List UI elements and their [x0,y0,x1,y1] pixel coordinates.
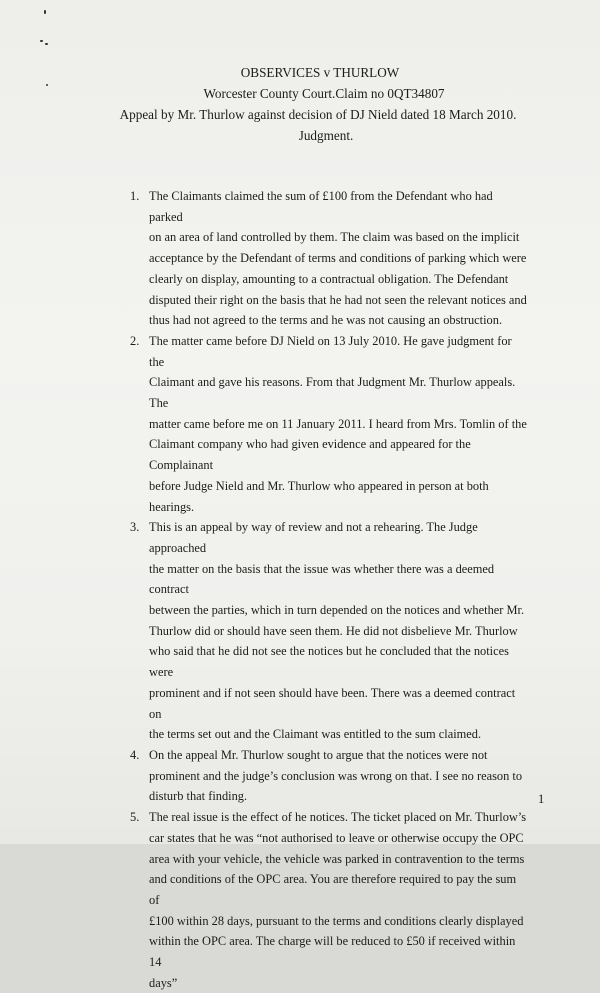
paragraph-line: who said that he did not see the notices but he concluded that the notices were [149,644,509,680]
appeal-line: Appeal by Mr. Thurlow against decision of DJ Nield dated 18 March 2010. [119,107,517,122]
scan-speck [40,40,43,42]
paragraph-line: on an area of land controlled by them. The claim was based on the implicit [149,230,520,245]
paragraph-line: the matter on the basis that the issue was whether there was a deemed contract [149,561,495,597]
paragraph-line: matter came before me on 11 January 2011. I heard from Mrs. Tomlin of the [149,416,527,431]
paragraph-line: thus had not agreed to the terms and he was not causing an obstruction. [149,313,503,328]
paragraph-line: before Judge Nield and Mr. Thurlow who appeared in person at both hearings. [149,478,489,514]
paragraph-line: area with your vehicle, the vehicle was parked in contravention to the terms [149,851,525,866]
scan-speck [45,43,48,45]
paragraph-line: The Claimants claimed the sum of £100 from the Defendant who had parked [149,189,493,224]
paragraph-line: Claimant and gave his reasons. From that Judgment Mr. Thurlow appeals. The [149,375,516,411]
paragraph-line: clearly on display, amounting to a contractual obligation. The Defendant [149,271,509,286]
paragraph-line: This is an appeal by way of review and not a rehearing. The Judge approached [149,520,478,555]
paragraph-number: 2. [130,333,140,348]
paragraph-line: Claimant company who had given evidence and appeared for the Complainant [149,437,471,473]
paragraph-number: 3. [130,520,140,535]
paragraph-line: and conditions of the OPC area. You are therefore required to pay the sum of [149,872,517,907]
judgment-paragraph [118,186,528,331]
judgment-paragraph [118,807,528,993]
paragraph-line: The matter came before DJ Nield on 13 July 2010. He gave judgment for the [149,333,512,369]
paragraph-number: 4. [130,747,140,762]
paragraph-line: between the parties, which in turn depended on the notices and whether Mr. [149,603,525,618]
paragraph-line: Thurlow did or should have seen them. He did not disbelieve Mr. Thurlow [149,623,518,638]
paragraph-number: 1. [130,189,140,203]
paragraph-line: prominent and if not seen should have been. There was a deemed contract on [149,685,516,721]
scan-speck [44,10,46,14]
document-header [0,62,600,146]
judgment-paragraph [118,517,528,745]
paragraph-line: the terms set out and the Claimant was entitled to the sum claimed. [149,727,482,742]
case-title: OBSERVICES v THURLOW [240,65,400,80]
judgment-paragraphs [118,186,528,993]
page-number: 1 [538,792,545,806]
paragraph-line: days” [149,975,178,990]
paragraph-line: car states that he was “not authorised to leave or otherwise occupy the OPC [149,830,524,845]
paragraph-line: disputed their right on the basis that he had not seen the relevant notices and [149,292,527,307]
paragraph-line: The real issue is the effect of he notices. The ticket placed on Mr. Thurlow’s [149,810,527,825]
paragraph-line: prominent and the judge’s conclusion was wrong on that. I see no reason to [149,768,523,783]
paragraph-line: acceptance by the Defendant of terms and conditions of parking which were [149,251,527,266]
paragraph-number: 5. [130,810,140,825]
judgment-paragraph [118,331,528,517]
judgment-heading: Judgment. [298,128,354,143]
paragraph-line: £100 within 28 days, pursuant to the terms and conditions clearly displayed [149,913,524,928]
paragraph-line: disturb that finding. [149,789,248,804]
court-claim-line: Worcester County Court.Claim no 0QT34807 [203,86,445,101]
paragraph-line: within the OPC area. The charge will be reduced to £50 if received within 14 [149,934,516,970]
judgment-paragraph [118,745,528,807]
paragraph-line: On the appeal Mr. Thurlow sought to argue that the notices were not [149,747,488,762]
